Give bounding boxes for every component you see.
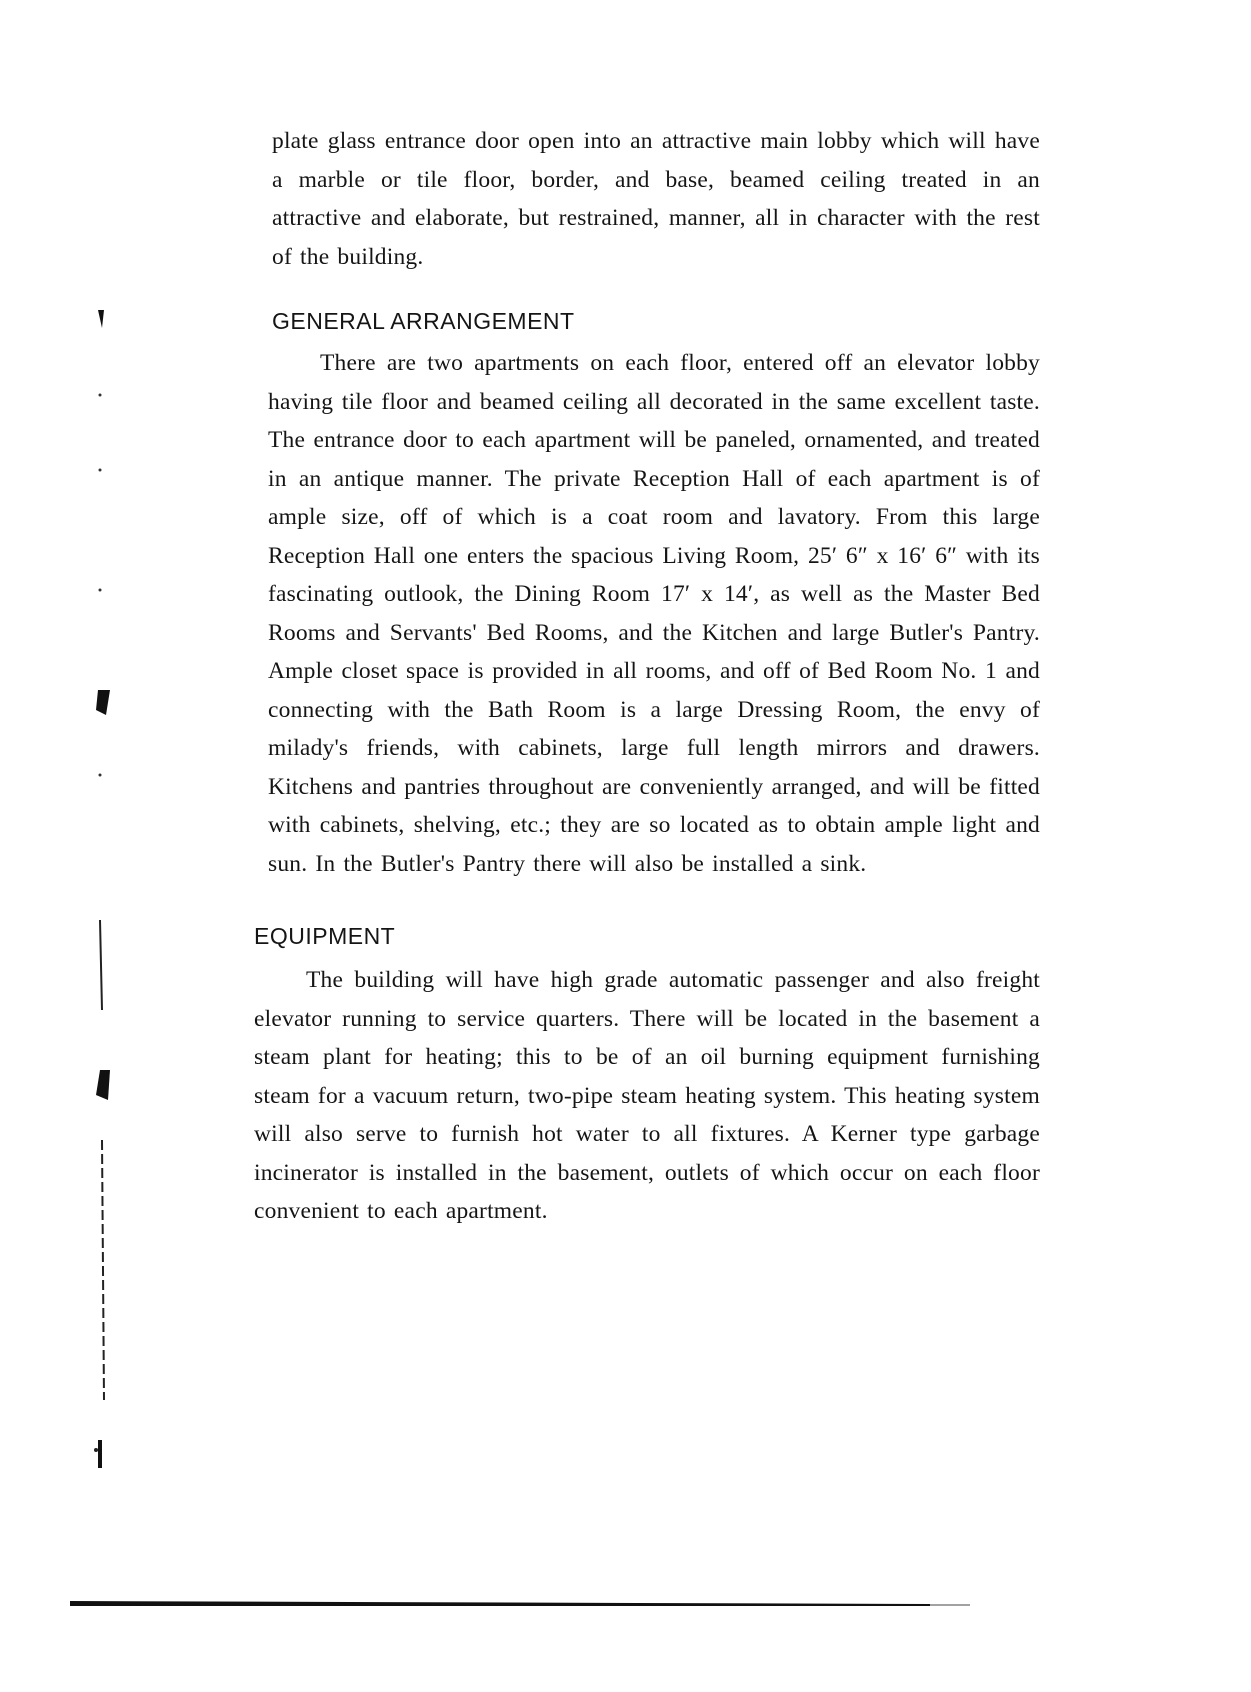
section-heading-equipment: EQUIPMENT <box>254 923 396 949</box>
general-arrangement-paragraph: There are two apartments on each floor, entered off an elevator lobby having tile floor and beamed ceiling all decorated in the same excellent taste. The entrance door to each apartment will be paneled, ornamented, and treated in an antique manner. The private Reception Hall of each apartment is of ample size, off of which is a coat room and lavatory. From this large Reception Hall one enters the spacious Living Room, 25′ 6″ x 16′ 6″ with its fascinating outlook, the Dining Room 17′ x 14′, as well as the Master Bed Rooms and Servants' Bed Rooms, and the Kitchen and large Butler's Pantry. Ample closet space is provided in all rooms, and off of Bed Room No. 1 and connecting with the Bath Room is a large Dressing Room, the envy of milady's friends, with cabinets, large full length mirrors and drawers. Kitchens and pantries throughout are conveniently arranged, and will be fitted with cabinets, shelving, etc.; they are so located as to obtain ample light and sun. In the Butler's Pantry there will also be installed a sink. <box>268 350 1040 877</box>
document-body <box>254 122 1040 1231</box>
binding-edge-artifacts <box>60 0 120 1692</box>
equipment-paragraph: The building will have high grade automatic passenger and also freight elevator running to service quarters. There will be located in the basement a steam plant for heating; this to be of an oil burning equipment furnishing steam for a vacuum return, two-pipe steam heating system. This heating system will also serve to furnish hot water to all fixtures. A Kerner type garbage incinerator is installed in the basement, outlets of which occur on each floor convenient to each apartment. <box>254 967 1040 1224</box>
bottom-rule-artifact <box>70 1598 970 1608</box>
intro-paragraph: plate glass entrance door open into an attractive main lobby which will have a marble or tile floor, border, and base, beamed ceiling treated in an attractive and elaborate, but restrained, manner, all in character with the rest of the building. <box>272 128 1040 270</box>
section-heading-general-arrangement: GENERAL ARRANGEMENT <box>272 308 575 334</box>
